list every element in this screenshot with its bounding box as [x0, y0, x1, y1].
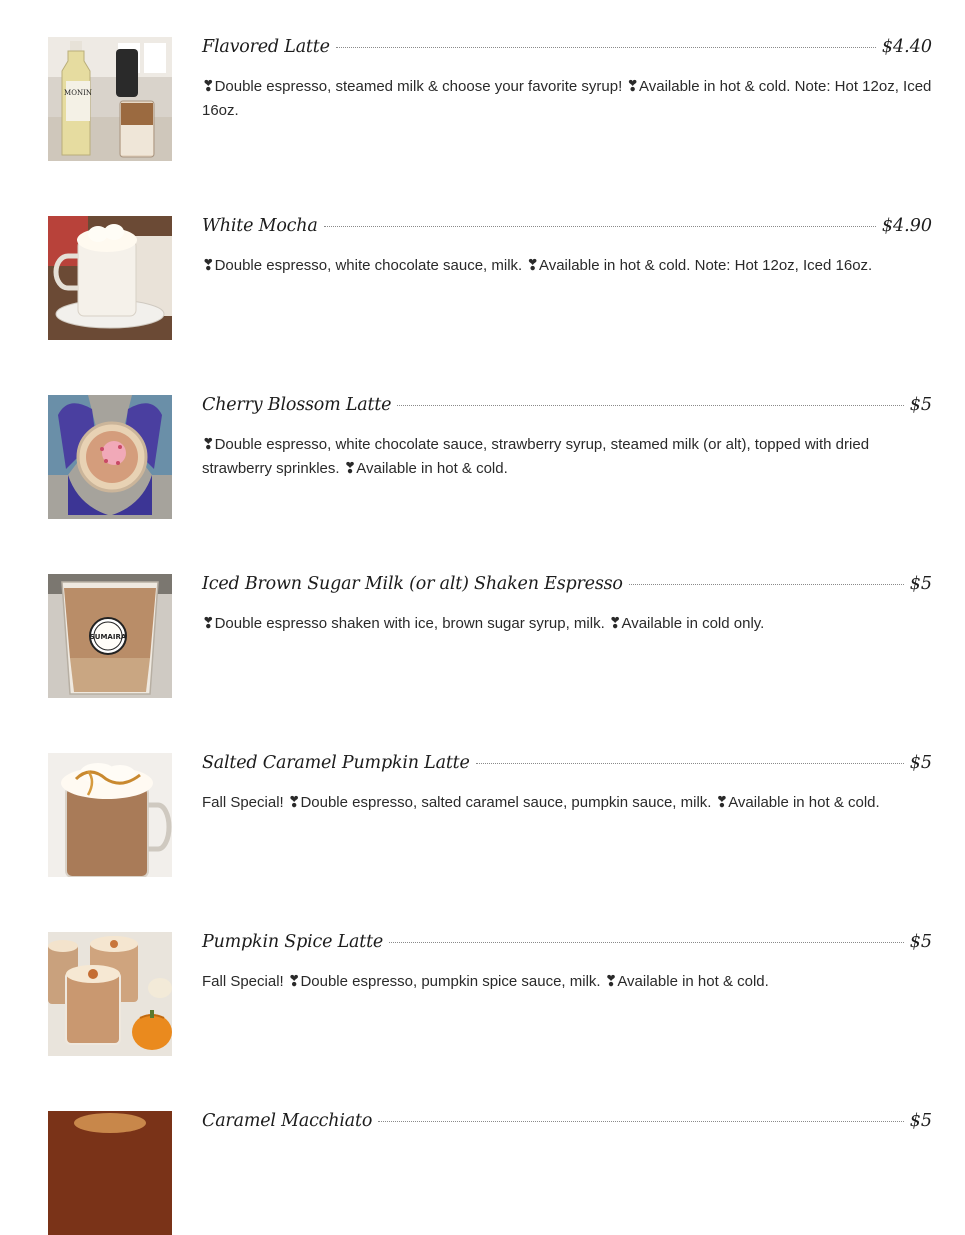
- menu-item-body: [202, 574, 932, 636]
- menu-item-body: [202, 216, 932, 278]
- menu-item-description: Fall Special! ❣Double espresso, salted caramel sauce, pumpkin sauce, milk. ❣Available in hot & cold.: [202, 794, 880, 811]
- menu-item-header: [202, 1111, 932, 1139]
- menu-item-price: $4.90: [881, 216, 932, 236]
- menu-item-name: Pumpkin Spice Latte: [202, 932, 384, 952]
- monin-label-text: MONIN: [64, 89, 92, 97]
- menu-item-flavored-latte[interactable]: [48, 37, 932, 161]
- menu-item-price: $4.40: [881, 37, 932, 57]
- menu-item-iced-brown-sugar-shaken-espresso[interactable]: [48, 574, 932, 698]
- menu-item-header: [202, 216, 932, 244]
- menu-item-white-mocha[interactable]: [48, 216, 932, 340]
- sumaira-label-text: SUMAIRA: [89, 633, 127, 641]
- menu-item-cherry-blossom-latte[interactable]: [48, 395, 932, 519]
- menu-item-body: [202, 1111, 932, 1139]
- menu-item-header: [202, 932, 932, 960]
- menu-item-body: [202, 932, 932, 994]
- menu-item-pumpkin-spice-latte[interactable]: [48, 932, 932, 1056]
- menu-item-price: $5: [909, 395, 932, 415]
- menu-item-price: $5: [909, 932, 932, 952]
- menu-item-name: Caramel Macchiato: [202, 1111, 373, 1131]
- menu-item-description: Fall Special! ❣Double espresso, pumpkin spice sauce, milk. ❣Available in hot & cold.: [202, 973, 769, 990]
- menu-item-price: $5: [909, 574, 932, 594]
- menu-item-description: ❣Double espresso, white chocolate sauce, milk. ❣Available in hot & cold. Note: Hot 12oz, Iced 16oz.: [202, 257, 873, 274]
- leader-dots: [629, 584, 904, 585]
- menu-item-description: ❣Double espresso, white chocolate sauce, strawberry syrup, steamed milk (or alt), topped with dried strawberry sprinkles. ❣Available in hot & cold.: [202, 436, 870, 477]
- menu-item-header: [202, 395, 932, 423]
- menu-item-name: White Mocha: [202, 216, 318, 236]
- salted-caramel-pumpkin-photo[interactable]: [48, 753, 172, 877]
- leader-dots: [324, 226, 876, 227]
- menu-item-body: [202, 395, 932, 481]
- menu-item-header: [202, 37, 932, 65]
- menu-item-caramel-macchiato[interactable]: [48, 1111, 932, 1235]
- leader-dots: [397, 405, 903, 406]
- iced-brown-sugar-photo[interactable]: [48, 574, 172, 698]
- menu-item-price: $5: [909, 1111, 932, 1131]
- leader-dots: [389, 942, 904, 943]
- cherry-blossom-latte-photo[interactable]: [48, 395, 172, 519]
- menu-item-header: [202, 753, 932, 781]
- menu-item-name: Salted Caramel Pumpkin Latte: [202, 753, 470, 773]
- menu-item-description: ❣Double espresso, steamed milk & choose your favorite syrup! ❣Available in hot & cold. Note: Hot 12oz, Iced 16oz.: [202, 78, 932, 119]
- menu-item-description: ❣Double espresso shaken with ice, brown sugar syrup, milk. ❣Available in cold only.: [202, 615, 765, 632]
- caramel-macchiato-photo[interactable]: [48, 1111, 172, 1235]
- menu-item-price: $5: [909, 753, 932, 773]
- white-mocha-photo[interactable]: [48, 216, 172, 340]
- menu-item-body: [202, 753, 932, 815]
- pumpkin-spice-latte-photo[interactable]: [48, 932, 172, 1056]
- leader-dots: [378, 1121, 904, 1122]
- menu-item-name: Cherry Blossom Latte: [202, 395, 392, 415]
- leader-dots: [336, 47, 876, 48]
- menu-item-body: [202, 37, 932, 123]
- flavored-latte-photo[interactable]: [48, 37, 172, 161]
- menu-item-salted-caramel-pumpkin-latte[interactable]: [48, 753, 932, 877]
- menu-item-header: [202, 574, 932, 602]
- menu-item-name: Iced Brown Sugar Milk (or alt) Shaken Espresso: [202, 574, 623, 594]
- leader-dots: [476, 763, 904, 764]
- menu-item-name: Flavored Latte: [202, 37, 330, 57]
